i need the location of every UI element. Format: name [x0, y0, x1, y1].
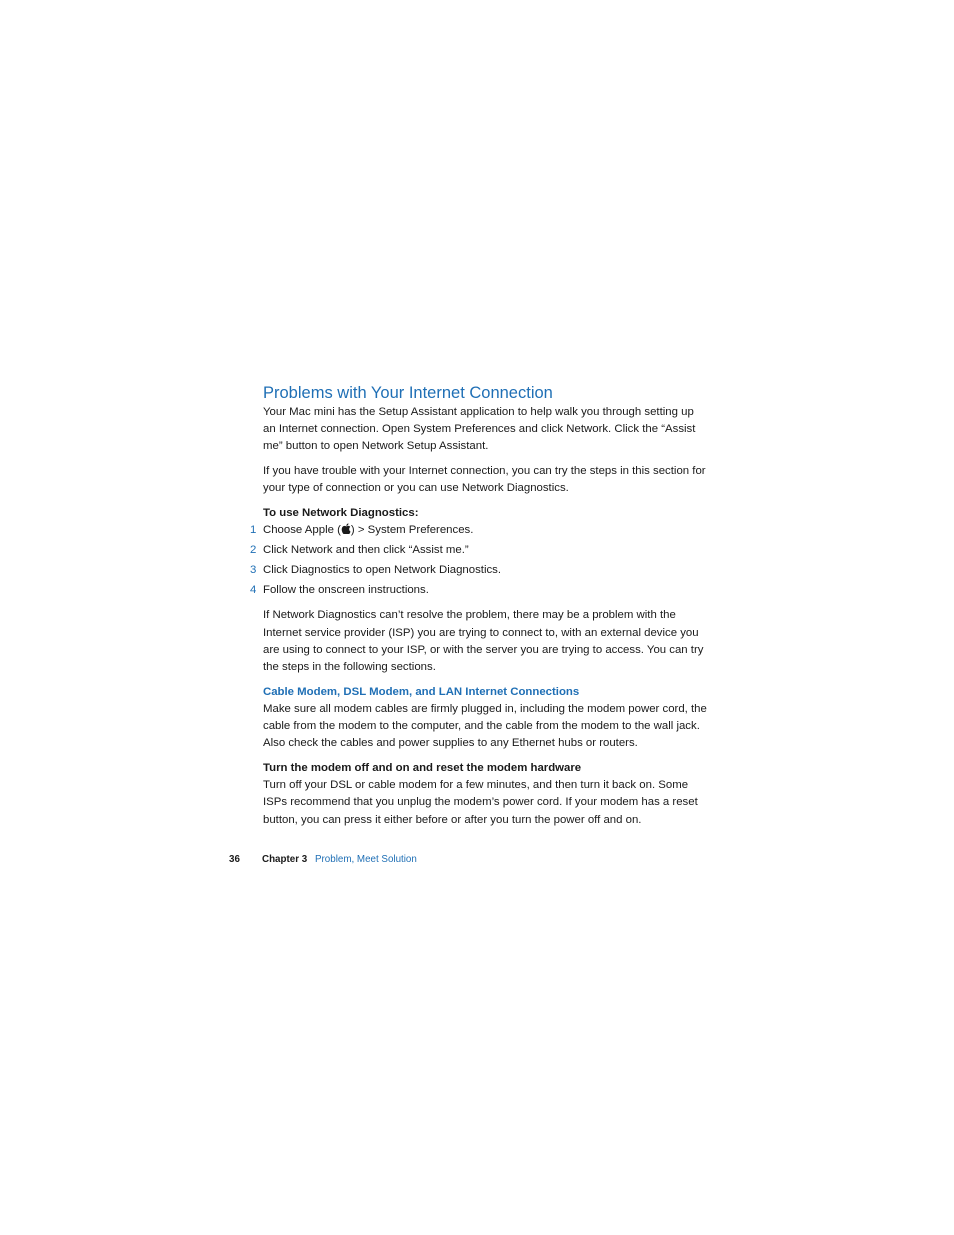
intro-paragraph-1: Your Mac mini has the Setup Assistant application to help walk you through setting up an Internet connection. Open System Preferences and click Network. Click the “Assist me” button to open Network Setup Assistant. [263, 406, 696, 453]
step-text-before: Choose Apple ( [263, 524, 341, 537]
intro-paragraph-2: If you have trouble with your Internet connection, you can try the steps in this section for your type of connection or you can use Network Diagnostics. [263, 465, 706, 495]
step-item [250, 582, 708, 599]
step-text: Click Diagnostics to open Network Diagnostics. [263, 564, 502, 577]
step-item [250, 562, 708, 579]
chapter-label: Chapter 3 [262, 854, 308, 865]
step-text: Click Network and then click “Assist me.” [263, 544, 469, 557]
cable-body: Make sure all modem cables are firmly plugged in, including the modem power cord, the cable from the modem to the computer, and the cable from the modem to the wall jack. Also check the cables and power supplies to any Ethernet hubs or routers. [263, 702, 707, 750]
step-number: 1 [250, 524, 257, 537]
diagnostics-lead: To use Network Diagnostics: [263, 507, 419, 520]
diagnostics-followup: If Network Diagnostics can’t resolve the problem, there may be a problem with the Internet service provider (ISP) you are trying to connect to, with an external device you are using to connect to your ISP, or with the server you are trying to access. You can try the steps in the following sections. [263, 609, 704, 674]
page-content [250, 382, 708, 836]
section-title: Problems with Your Internet Connection [263, 384, 553, 402]
step-number: 2 [250, 544, 257, 557]
step-text: Follow the onscreen instructions. [263, 584, 429, 597]
apple-icon [341, 523, 351, 534]
cable-heading: Cable Modem, DSL Modem, and LAN Internet Connections [263, 685, 580, 698]
step-number: 3 [250, 564, 257, 577]
page-number: 36 [229, 854, 240, 865]
step-item [250, 542, 708, 559]
step-item [250, 522, 708, 539]
diagnostics-steps [250, 522, 708, 599]
modem-reset-body: Turn off your DSL or cable modem for a few minutes, and then turn it back on. Some ISPs recommend that you unplug the modem’s power cord. If your modem has a reset button, you can press it either before or after you turn the power off and on. [263, 779, 698, 826]
step-text-after: ) > System Preferences. [350, 524, 474, 537]
modem-reset-heading: Turn the modem off and on and reset the modem hardware [263, 762, 582, 775]
chapter-title: Problem, Meet Solution [315, 854, 417, 865]
step-number: 4 [250, 584, 257, 597]
